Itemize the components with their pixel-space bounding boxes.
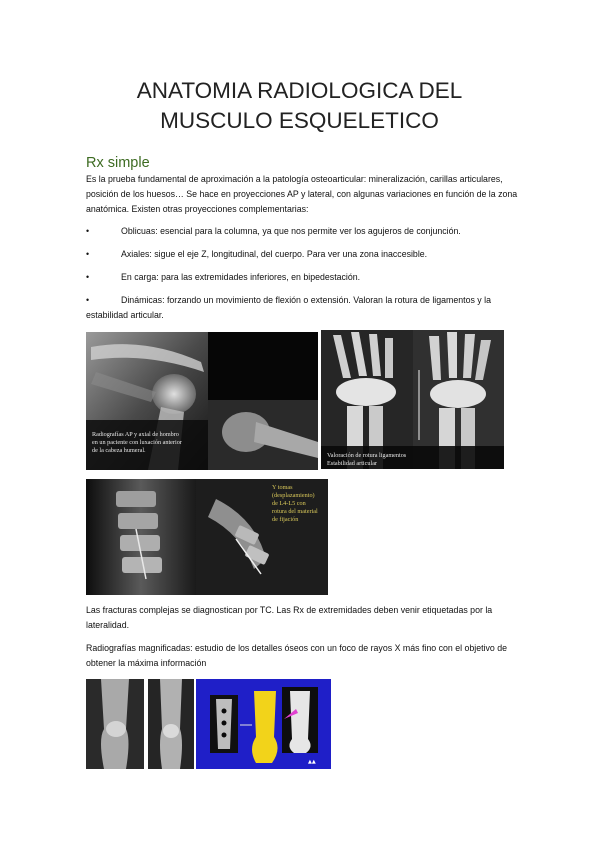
bullet-symbol: • [86,249,90,259]
bullet-text: En carga: para las extremidades inferiores, en bipedestación. [121,272,361,282]
magnified-xray-1 [86,679,144,769]
title-line-2: MUSCULO ESQUELETICO [160,108,439,133]
intro-paragraph: Es la prueba fundamental de aproximación a la patología osteoarticular: mineralización, carillas articulares, posición de los huesos… Se hace en proyecciones AP y lateral, con algunas variaciones en función de la zona anatómica. Existen otras proyecciones complementarias: [86,174,518,215]
model-marker-icon: ▲▲ [308,759,316,765]
spine-xray-image [86,479,328,595]
shoulder-caption-line-2: en un paciente con luxación anterior [92,439,182,446]
section-heading: Rx simple [86,155,150,171]
spine-caption-line-3: de L4-L5 con [272,500,306,507]
spine-caption-line-5: de fijación [272,516,299,523]
shoulder-xray-image [86,332,318,470]
wrist-caption-line-1: Valoración de rotura ligamentos [327,452,407,459]
bullet-item-en-carga [86,270,526,285]
page-title [0,76,599,136]
bullet-symbol: • [86,226,90,236]
shoulder-caption-line-3: de la cabeza humeral. [92,447,146,454]
bullet-symbol: • [86,272,90,282]
bullet-symbol: • [86,295,90,305]
spine-caption-line-1: Y tomas [272,484,293,491]
bullet-text: Axiales: sigue el eje Z, longitudinal, del cuerpo. Para ver una zona inaccesible. [121,249,428,259]
bullet-text: Oblicuas: esencial para la columna, ya que nos permite ver los agujeros de conjunción. [121,226,461,236]
bullet-item-axiales [86,247,526,262]
bone-model-diagram [196,679,331,769]
spine-caption-line-4: rotura del material [272,508,318,515]
bullet-text: Dinámicas: forzando un movimiento de flexión o extensión. Valoran la rotura de ligamentos y la estabilidad articular. [86,295,491,321]
title-line-1: ANATOMIA RADIOLOGICA DEL [136,78,463,103]
shoulder-caption-line-1: Radiografías AP y axial de hombro [92,431,179,438]
magnificadas-paragraph: Radiografías magnificadas: estudio de los detalles óseos con un foco de rayos X más fino con el objetivo de obtener la máxima información [86,643,508,669]
wrist-xray-image [321,330,504,469]
fracturas-paragraph: Las fracturas complejas se diagnostican por TC. Las Rx de extremidades deben venir etiquetadas por la lateralidad. [86,605,493,631]
bullet-item-dinamicas [86,293,526,323]
wrist-caption-line-2: Estabilidad articular [327,460,377,467]
magnified-xray-2 [148,679,194,769]
bullet-item-oblicuas [86,224,526,239]
spine-caption-line-2: (desplazamiento) [272,492,315,499]
